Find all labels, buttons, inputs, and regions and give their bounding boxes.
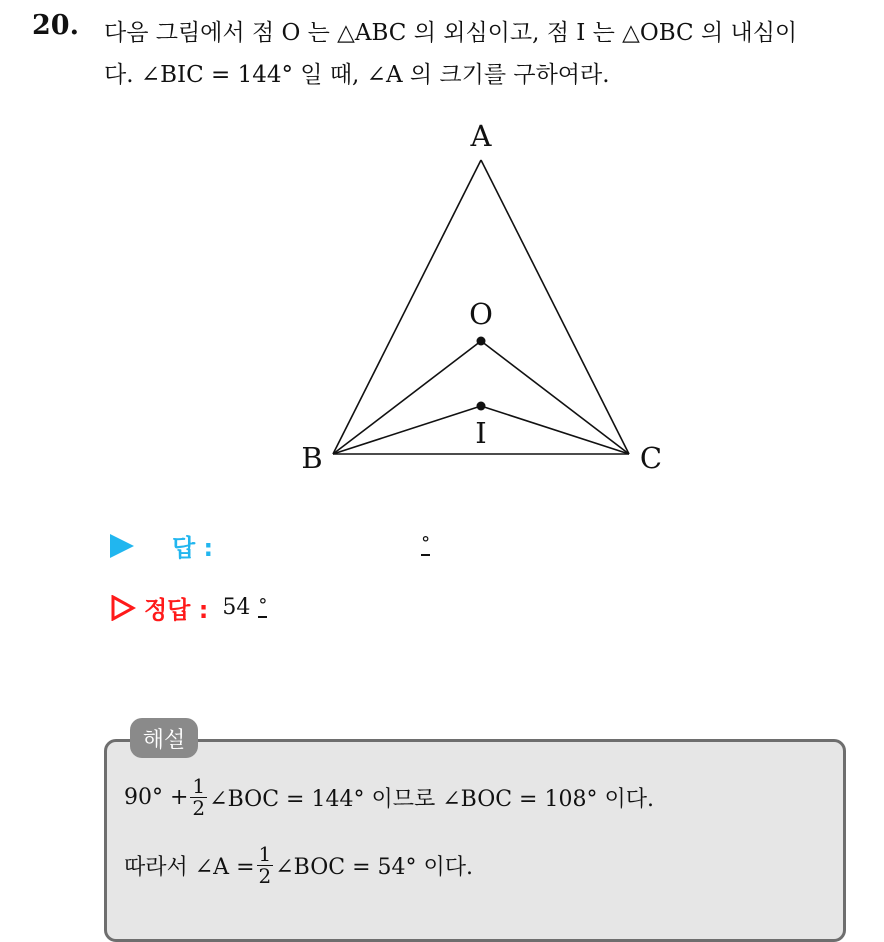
explanation-line2-pre: 따라서 ∠A = — [124, 855, 255, 880]
correct-degree: ° — [258, 594, 268, 616]
segment-ic — [481, 406, 629, 454]
question-number: 20. — [32, 10, 79, 41]
segment-oc — [481, 341, 629, 454]
correct-label: 정답 : — [144, 596, 209, 624]
fraction-denominator: 2 — [258, 864, 272, 888]
explanation-line1 — [124, 776, 654, 819]
label-i: I — [475, 416, 487, 450]
question-text-line2: 다. ∠BIC = 144° 일 때, ∠A 의 크기를 구하여라. — [104, 62, 610, 88]
answer-degree: ° — [421, 532, 431, 554]
outline-play-icon — [110, 595, 136, 621]
label-o: O — [469, 297, 493, 331]
label-c: C — [639, 441, 663, 475]
question-text-line1: 다음 그림에서 점 O 는 △ABC 의 외심이고, 점 I 는 △OBC 의 내심이 — [104, 20, 798, 46]
fraction-half — [190, 776, 207, 819]
side-ac — [481, 160, 629, 454]
point-i — [477, 402, 486, 411]
explanation-line1-post: ∠BOC = 144° 이므로 ∠BOC = 108° 이다. — [209, 787, 654, 812]
label-a: A — [470, 119, 492, 153]
segment-ib — [333, 406, 481, 454]
explanation-box — [104, 739, 846, 942]
explanation-line2-post: ∠BOC = 54° 이다. — [275, 855, 474, 880]
correct-value: 54 — [222, 595, 251, 620]
segment-ob — [333, 341, 481, 454]
answer-label: 답 : — [172, 534, 214, 562]
correct-answer-row — [110, 590, 267, 625]
fraction-numerator: 1 — [192, 774, 206, 798]
explanation-line1-pre: 90° + — [124, 785, 189, 810]
fraction-half — [257, 844, 274, 887]
side-ab — [333, 160, 481, 454]
fraction-numerator: 1 — [258, 842, 272, 866]
label-b: B — [301, 441, 323, 475]
play-icon — [110, 534, 134, 558]
point-o — [477, 337, 486, 346]
explanation-line2 — [124, 844, 473, 887]
explanation-tab: 해설 — [130, 718, 198, 758]
answer-row — [110, 528, 430, 563]
fraction-denominator: 2 — [192, 796, 206, 820]
